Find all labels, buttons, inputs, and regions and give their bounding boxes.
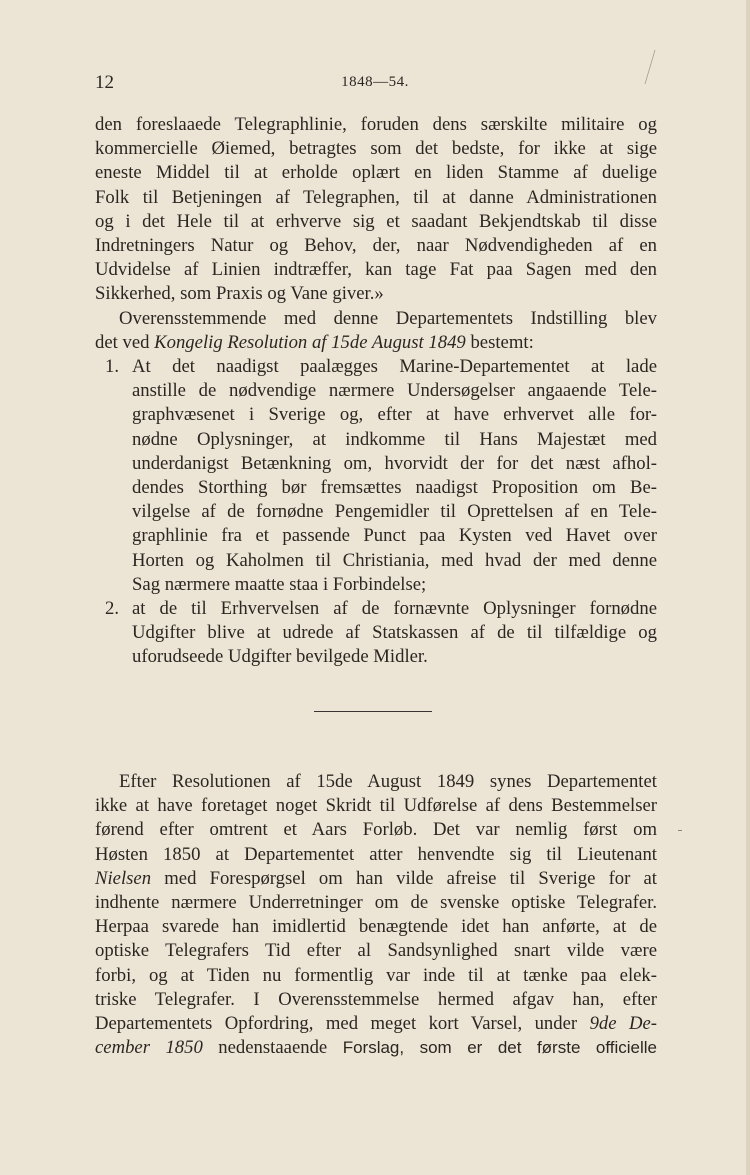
text-line: at de til Erhvervelsen af de fornævnte Oplysninger fornødne bbox=[132, 598, 657, 620]
text-line: Sag nærmere maatte staa i Forbindelse; bbox=[132, 573, 427, 595]
text-line: vilgelse af de fornødne Pengemidler til Oprettelsen af en Tele- bbox=[132, 501, 657, 523]
text-line: Udvidelse af Linien indtræffer, kan tage Fat paa Sagen med den bbox=[95, 259, 657, 281]
line-remainder: med Forespørgsel om han vilde afreise til Sverige for at bbox=[164, 867, 658, 889]
date-reference: 9de De- bbox=[589, 1013, 658, 1035]
text-line: nødne Oplysninger, at indkomme til Hans Majestæt med bbox=[132, 428, 657, 450]
continued-paragraph bbox=[95, 113, 657, 307]
text-line: kommercielle Øiemed, betragtes som det bedste, for ikke at sige bbox=[95, 138, 657, 160]
text-line: Sikkerhed, som Praxis og Vane giver.» bbox=[95, 283, 384, 305]
text-line: Overensstemmende med denne Departementets Indstilling blev bbox=[119, 307, 657, 329]
text-line: optiske Telegrafers Tid efter al Sandsynlighed snart vilde være bbox=[95, 940, 657, 962]
list-item-number: 2. bbox=[105, 598, 120, 620]
text-line: eneste Middel til at erholde oplært en liden Stamme af duelige bbox=[95, 162, 657, 184]
text-line bbox=[95, 1012, 657, 1036]
resolution-reference: Kongelig Resolution af 15de August 1849 bbox=[154, 331, 466, 353]
text-line: Høsten 1850 at Departementet atter henvendte sig til Lieutenant bbox=[95, 843, 657, 865]
page-number: 12 bbox=[95, 72, 114, 93]
margin-mark bbox=[678, 830, 682, 831]
text-line: triske Telegrafer. I Overensstemmelse hermed afgav han, efter bbox=[95, 988, 657, 1010]
text-block-top bbox=[95, 113, 657, 670]
running-title: 1848—54. bbox=[341, 74, 409, 90]
text-line: førend efter omtrent et Aars Forløb. Det var nemlig først om bbox=[95, 819, 657, 841]
text-line: Indretningers Natur og Behov, der, naar Nødvendigheden af en bbox=[95, 235, 657, 257]
text-line: Herpaa svarede han imidlertid benægtende idet han anførte, at de bbox=[95, 916, 657, 938]
list-item-number: 1. bbox=[105, 356, 120, 378]
section-divider bbox=[314, 711, 432, 712]
text-line: ikke at have foretaget noget Skridt til Udførelse af dens Bestemmelser bbox=[95, 795, 657, 817]
text-line: At det naadigst paalægges Marine-Departementet at lade bbox=[132, 356, 657, 378]
date-reference: cember 1850 bbox=[95, 1037, 203, 1059]
emphasized-text: Forslag, som er det første officielle bbox=[342, 1038, 658, 1058]
text-line: graphlinie fra et passende Punct paa Kysten ved Havet over bbox=[132, 525, 657, 547]
resolution-prefix: det ved bbox=[95, 331, 150, 353]
line-text: nedenstaaende bbox=[218, 1037, 328, 1059]
text-line: indhente nærmere Underretninger om de svenske optiske Telegrafer. bbox=[95, 892, 657, 914]
text-line: Udgifter blive at udrede af Statskassen af de til tilfældige og bbox=[132, 622, 657, 644]
text-line: Horten og Kaholmen til Christiania, med hvad der med denne bbox=[132, 549, 657, 571]
text-line: Efter Resolutionen af 15de August 1849 synes Departementet bbox=[119, 771, 657, 792]
pencil-mark bbox=[642, 48, 658, 86]
text-line: og i det Hele til at erhverve sig et saadant Bekjendtskab til disse bbox=[95, 210, 657, 232]
text-line: den foreslaaede Telegraphlinie, foruden dens særskilte militaire og bbox=[95, 114, 657, 135]
text-line bbox=[95, 867, 657, 891]
resolution-suffix: bestemt: bbox=[470, 331, 534, 353]
text-line: dendes Storthing bør fremsættes naadigst Proposition om Be- bbox=[132, 477, 657, 499]
text-line: Folk til Betjeningen af Telegraphen, til at danne Administrationen bbox=[95, 186, 657, 208]
person-name: Nielsen bbox=[95, 867, 152, 889]
page-edge bbox=[746, 0, 750, 1175]
list-item bbox=[95, 597, 657, 670]
text-line bbox=[95, 331, 657, 355]
resolution-paragraph bbox=[95, 307, 657, 355]
line-text: Departementets Opfordring, med meget kort Varsel, under bbox=[95, 1013, 578, 1035]
text-line: graphvæsenet i Sverige og, efter at have erhvervet alle for- bbox=[132, 404, 657, 426]
text-line bbox=[95, 1036, 657, 1060]
text-line: forbi, og at Tiden nu formentlig var inde til at tænke paa elek- bbox=[95, 964, 657, 986]
list-item bbox=[95, 355, 657, 597]
text-block-bottom bbox=[95, 770, 657, 1060]
text-line: anstille de nødvendige nærmere Undersøgelser angaaende Tele- bbox=[132, 380, 657, 402]
running-header bbox=[95, 72, 655, 92]
text-line: underdanigst Betænkning om, hvorvidt der for det næst afhol- bbox=[132, 452, 657, 474]
text-line: uforudseede Udgifter bevilgede Midler. bbox=[132, 646, 428, 668]
